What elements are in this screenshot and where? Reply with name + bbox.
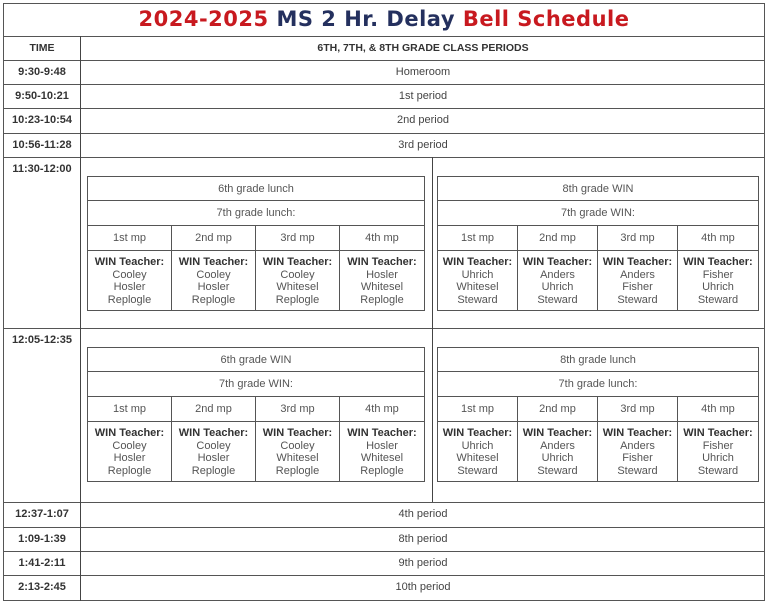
mp-label: 3rd mp xyxy=(256,397,340,422)
split-divider xyxy=(432,157,433,502)
win-teacher-label: WIN Teacher: xyxy=(262,256,333,268)
win-teacher-cell xyxy=(88,251,172,310)
win-teacher-cell xyxy=(256,422,340,481)
mp-label: 3rd mp xyxy=(256,226,340,251)
teacher-name: Cooley xyxy=(112,439,147,452)
teacher-name: Hosler xyxy=(366,268,398,281)
teacher-name: Anders xyxy=(540,268,575,281)
win-teacher-cell xyxy=(172,251,256,310)
mp-label: 4th mp xyxy=(340,397,424,422)
teacher-name: Hosler xyxy=(113,452,146,464)
teacher-name: Replogle xyxy=(107,464,152,477)
lunch-win-table-left xyxy=(87,347,425,482)
mp-label: 3rd mp xyxy=(598,226,678,251)
teacher-name: Steward xyxy=(457,293,498,306)
win-teacher-cell xyxy=(518,251,598,310)
row-period: 10th period xyxy=(395,581,451,593)
win-teacher-label: WIN Teacher: xyxy=(602,256,673,268)
win-teacher-cell xyxy=(678,251,758,310)
grade-line-1: 6th grade WIN xyxy=(88,348,424,372)
mp-label: 1st mp xyxy=(88,397,172,422)
row-time: 9:30-9:48 xyxy=(18,66,66,78)
win-teacher-label: WIN Teacher: xyxy=(347,427,417,439)
teacher-name: Replogle xyxy=(275,464,320,477)
row-period: 8th period xyxy=(398,533,448,545)
win-teacher-label: WIN Teacher: xyxy=(94,427,165,439)
grade-line-1: 8th grade WIN xyxy=(438,177,758,201)
mp-label: 2nd mp xyxy=(518,226,598,251)
win-teacher-cell xyxy=(438,251,518,310)
teacher-name: Steward xyxy=(537,464,578,477)
teacher-name: Steward xyxy=(617,464,658,477)
win-teacher-cell xyxy=(598,251,678,310)
win-teacher-cell xyxy=(340,251,424,310)
row-time: 12:37-1:07 xyxy=(15,508,69,520)
win-teacher-cell xyxy=(172,422,256,481)
teacher-name: Replogle xyxy=(191,464,236,477)
mp-label: 4th mp xyxy=(340,226,424,251)
mp-label: 4th mp xyxy=(678,226,758,251)
row-period: 9th period xyxy=(398,557,448,569)
teacher-name: Whitesel xyxy=(276,452,319,464)
teacher-name: Hosler xyxy=(197,452,230,464)
mp-label: 2nd mp xyxy=(172,226,256,251)
teacher-name: Anders xyxy=(540,439,575,452)
grade-line-1: 8th grade lunch xyxy=(438,348,758,372)
teacher-name: Fisher xyxy=(622,281,653,293)
row-time: 2:13-2:45 xyxy=(18,581,66,593)
teacher-name: Whitesel xyxy=(456,452,499,464)
page-title xyxy=(3,3,765,36)
mp-label: 2nd mp xyxy=(518,397,598,422)
teacher-name: Cooley xyxy=(112,268,147,281)
title-year: 2024-2025 xyxy=(138,7,269,31)
teacher-name: Replogle xyxy=(107,293,152,306)
win-teacher-cell xyxy=(678,422,758,481)
win-teacher-cell xyxy=(518,422,598,481)
teacher-name: Uhrich xyxy=(702,452,734,464)
teacher-name: Cooley xyxy=(196,439,231,452)
win-teacher-label: WIN Teacher: xyxy=(262,427,333,439)
teacher-name: Whitesel xyxy=(360,281,404,293)
teacher-name: Hosler xyxy=(366,439,398,452)
row-time: 1:09-1:39 xyxy=(18,533,66,545)
row-period: Homeroom xyxy=(395,66,451,78)
teacher-name: Replogle xyxy=(360,293,404,306)
mp-label: 2nd mp xyxy=(172,397,256,422)
win-teacher-label: WIN Teacher: xyxy=(347,256,417,268)
title-delay: MS 2 Hr. Delay xyxy=(276,7,456,31)
teacher-name: Steward xyxy=(697,464,739,477)
teacher-name: Uhrich xyxy=(461,439,494,452)
teacher-name: Cooley xyxy=(196,268,231,281)
row-time: 12:05-12:35 xyxy=(12,334,72,346)
grade-line-1: 6th grade lunch xyxy=(88,177,424,201)
mp-label: 4th mp xyxy=(678,397,758,422)
win-teacher-label: WIN Teacher: xyxy=(602,427,673,439)
teacher-name: Anders xyxy=(620,268,655,281)
teacher-name: Uhrich xyxy=(461,268,494,281)
teacher-name: Hosler xyxy=(113,281,146,293)
win-teacher-label: WIN Teacher: xyxy=(683,256,753,268)
divider xyxy=(3,157,765,158)
win-teacher-label: WIN Teacher: xyxy=(442,256,513,268)
row-time: 11:30-12:00 xyxy=(12,163,72,175)
teacher-name: Steward xyxy=(537,293,578,306)
grade-line-2: 7th grade WIN: xyxy=(88,372,424,397)
mp-label: 3rd mp xyxy=(598,397,678,422)
teacher-name: Uhrich xyxy=(541,281,574,293)
win-teacher-label: WIN Teacher: xyxy=(522,427,593,439)
teacher-name: Steward xyxy=(457,464,498,477)
teacher-name: Cooley xyxy=(280,268,315,281)
row-time: 9:50-10:21 xyxy=(15,90,69,102)
grade-line-2: 7th grade WIN: xyxy=(438,201,758,226)
win-teacher-label: WIN Teacher: xyxy=(178,256,249,268)
teacher-name: Steward xyxy=(617,293,658,306)
divider xyxy=(3,328,765,329)
win-teacher-cell xyxy=(88,422,172,481)
row-period: 4th period xyxy=(398,508,448,520)
win-teacher-label: WIN Teacher: xyxy=(522,256,593,268)
win-teacher-cell xyxy=(340,422,424,481)
win-teacher-cell xyxy=(256,251,340,310)
teacher-name: Whitesel xyxy=(276,281,319,293)
row-time: 1:41-2:11 xyxy=(18,557,66,569)
periods-header: 6TH, 7TH, & 8TH GRADE CLASS PERIODS xyxy=(317,42,529,54)
lunch-win-table-right xyxy=(437,347,759,482)
teacher-name: Hosler xyxy=(197,281,230,293)
time-header: TIME xyxy=(29,42,55,54)
teacher-name: Fisher xyxy=(702,268,734,281)
grade-line-2: 7th grade lunch: xyxy=(88,201,424,226)
win-teacher-cell xyxy=(438,422,518,481)
teacher-name: Steward xyxy=(697,293,739,306)
win-teacher-label: WIN Teacher: xyxy=(683,427,753,439)
row-time: 10:23-10:54 xyxy=(12,114,72,126)
teacher-name: Fisher xyxy=(622,452,653,464)
teacher-name: Replogle xyxy=(360,464,404,477)
row-period: 1st period xyxy=(398,90,448,102)
row-period: 3rd period xyxy=(398,139,448,151)
teacher-name: Whitesel xyxy=(360,452,404,464)
teacher-name: Uhrich xyxy=(541,452,574,464)
teacher-name: Fisher xyxy=(702,439,734,452)
lunch-win-table-left xyxy=(87,176,425,311)
teacher-name: Replogle xyxy=(275,293,320,306)
row-period: 2nd period xyxy=(397,114,449,126)
win-teacher-label: WIN Teacher: xyxy=(94,256,165,268)
teacher-name: Anders xyxy=(620,439,655,452)
win-teacher-label: WIN Teacher: xyxy=(178,427,249,439)
title-bell-schedule: Bell Schedule xyxy=(462,7,630,31)
row-time: 10:56-11:28 xyxy=(12,139,72,151)
teacher-name: Whitesel xyxy=(456,281,499,293)
win-teacher-label: WIN Teacher: xyxy=(442,427,513,439)
mp-label: 1st mp xyxy=(438,226,518,251)
mp-label: 1st mp xyxy=(438,397,518,422)
teacher-name: Replogle xyxy=(191,293,236,306)
win-teacher-cell xyxy=(598,422,678,481)
teacher-name: Uhrich xyxy=(702,281,734,293)
grade-line-2: 7th grade lunch: xyxy=(438,372,758,397)
teacher-name: Cooley xyxy=(280,439,315,452)
mp-label: 1st mp xyxy=(88,226,172,251)
lunch-win-table-right xyxy=(437,176,759,311)
